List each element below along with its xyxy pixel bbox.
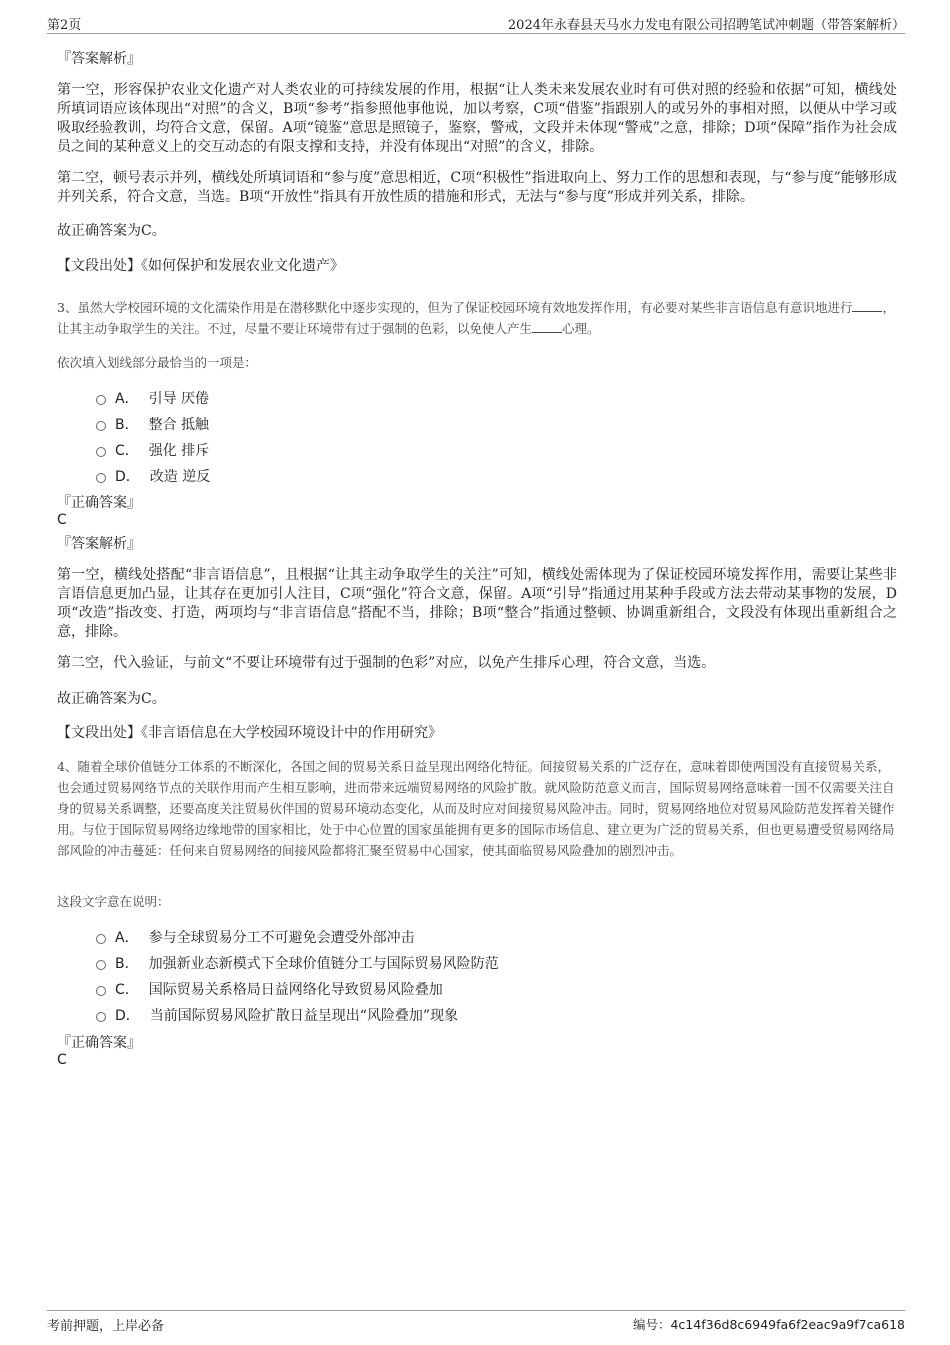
q4-option-a[interactable]: A． 参与全球贸易分工不可避免会遭受外部冲击 — [96, 927, 415, 947]
q3-source: 【文段出处】《非言语信息在大学校园环境设计中的作用研究》 — [57, 725, 442, 741]
radio-icon[interactable] — [96, 986, 106, 996]
q3-option-d[interactable]: D． 改造 逆反 — [96, 466, 210, 486]
footer-slogan: 考前押题，上岸必备 — [47, 1319, 165, 1334]
q4-question-text: 4、随着全球价值链分工体系的不断深化，各国之间的贸易关系日益呈现出网络化特征。间接贸易关系的广泛存在，意味着即使两国没有直接贸易关系，也会通过贸易网络节点的关联作用而产生相互影响，进而带来远端贸易网络的风险扩散。就风险防范意义而言，国际贸易网络意味着一国不仅需要关注自身的贸易关系调整，还要高度关注贸易伙伴国的贸易环境动态变化，从而及时应对间接贸易风险冲击。同时，贸易网络地位对贸易风险防范发挥着关键作用。与位于国际贸易网络边缘地带的国家相比，处于中心位置的国家虽能拥有更多的国际市场信息、建立更为广泛的贸易关系，但也更易遭受贸易网络局部风险的冲击蔓延：任何来自贸易网络的间接风险都将汇聚至贸易中心国家，使其面临贸易风险叠加的剧烈冲击。 — [57, 759, 895, 858]
q4-option-d[interactable]: D． 当前国际贸易风险扩散日益呈现出“风险叠加”现象 — [96, 1005, 458, 1025]
page-number: 第2页 — [47, 18, 82, 33]
q3-analysis-paragraph-1: 第一空，横线处搭配“非言语信息”，且根据“让其主动争取学生的关注”可知，横线处需体现为了保证校园环境发挥作用，需要让某些非言语信息更加凸显，让其存在更加引人注目，C项“强化”符合文意，保留。A项“引导”指通过用某种手段或方法去带动某事物的发展，D项“改造”指改变、打造，两项均与“非言语信息”搭配不当，排除；B项“整合”指通过整顿、协调重新组合，文段没有体现出重新组合之意，排除。 — [57, 567, 897, 640]
q3-blank-1 — [852, 300, 882, 312]
radio-icon[interactable] — [96, 934, 106, 944]
radio-icon[interactable] — [96, 447, 106, 457]
page-footer — [47, 1310, 905, 1332]
q3-option-b[interactable]: B． 整合 抵触 — [96, 414, 209, 434]
q2-analysis-paragraph-2: 第二空，顿号表示并列，横线处所填词语和“参与度”意思相近，C项“积极性”指进取向上、努力工作的思想和表现，与“参与度”能够形成并列关系，符合文意，当选。B项“开放性”指具有开放性质的措施和形式，无法与“参与度”形成并列关系，排除。 — [57, 170, 897, 205]
document-code: 编号：4c14f36d8c6949fa6f2eac9a9f7ca618 — [632, 1317, 905, 1332]
q3-analysis-paragraph-2: 第二空，代入验证，与前文“不要让环境带有过于强制的色彩”对应，以免产生排斥心理，符合文意，当选。 — [57, 655, 716, 671]
q3-option-a[interactable]: A． 引导 厌倦 — [96, 388, 209, 408]
q4-prompt: 这段文字意在说明： — [57, 894, 170, 909]
q4-correct-label: 『正确答案』 — [57, 1035, 141, 1051]
radio-icon[interactable] — [96, 395, 106, 405]
page-header — [47, 14, 905, 34]
q3-option-c[interactable]: C． 强化 排斥 — [96, 440, 209, 460]
q2-analysis-label: 『答案解析』 — [57, 51, 141, 67]
q3-question-text: 3、虽然大学校园环境的文化濡染作用是在潜移默化中逐步实现的，但为了保证校园环境有效地发挥作用，有必要对某些非言语信息有意识地进行 ，让其主动争取学生的关注。不过，尽量不要让环境带有过于强制的色彩，以免使人产生 心理。 — [57, 300, 895, 336]
q2-conclusion: 故正确答案为C。 — [57, 223, 166, 239]
q2-analysis-paragraph-1: 第一空，形容保护农业文化遗产对人类农业的可持续发展的作用，根据“让人类未来发展农业时有可供对照的经验和依据”可知，横线处所填词语应该体现出“对照”的含义，B项“参考”指参照他事他说，加以考察，C项“借鉴”指跟别人的或另外的事相对照，以便从中学习或吸取经验教训，均符合文意，保留。A项“镜鉴”意思是照镜子，鉴察，警戒，文段并未体现“警戒”之意，排除；D项“保障”指作为社会成员之间的某种意义上的交互动态的有限支撑和支持，并没有体现出“对照”的含义，排除。 — [57, 82, 897, 155]
q3-correct-answer: C — [57, 512, 67, 528]
radio-icon[interactable] — [96, 421, 106, 431]
q4-correct-answer: C — [57, 1052, 67, 1068]
q3-analysis-label: 『答案解析』 — [57, 536, 141, 552]
document-title: 2024年永春县天马水力发电有限公司招聘笔试冲刺题（带答案解析） — [507, 18, 905, 33]
q4-option-b[interactable]: B． 加强新业态新模式下全球价值链分工与国际贸易风险防范 — [96, 953, 499, 973]
q4-option-c[interactable]: C． 国际贸易关系格局日益网络化导致贸易风险叠加 — [96, 979, 443, 999]
q3-prompt: 依次填入划线部分最恰当的一项是： — [57, 355, 258, 370]
radio-icon[interactable] — [96, 1012, 106, 1022]
radio-icon[interactable] — [96, 960, 106, 970]
q3-blank-2 — [532, 321, 562, 333]
q3-conclusion: 故正确答案为C。 — [57, 691, 166, 707]
radio-icon[interactable] — [96, 473, 106, 483]
q3-correct-label: 『正确答案』 — [57, 495, 141, 511]
q2-source: 【文段出处】《如何保护和发展农业文化遗产》 — [57, 258, 344, 274]
